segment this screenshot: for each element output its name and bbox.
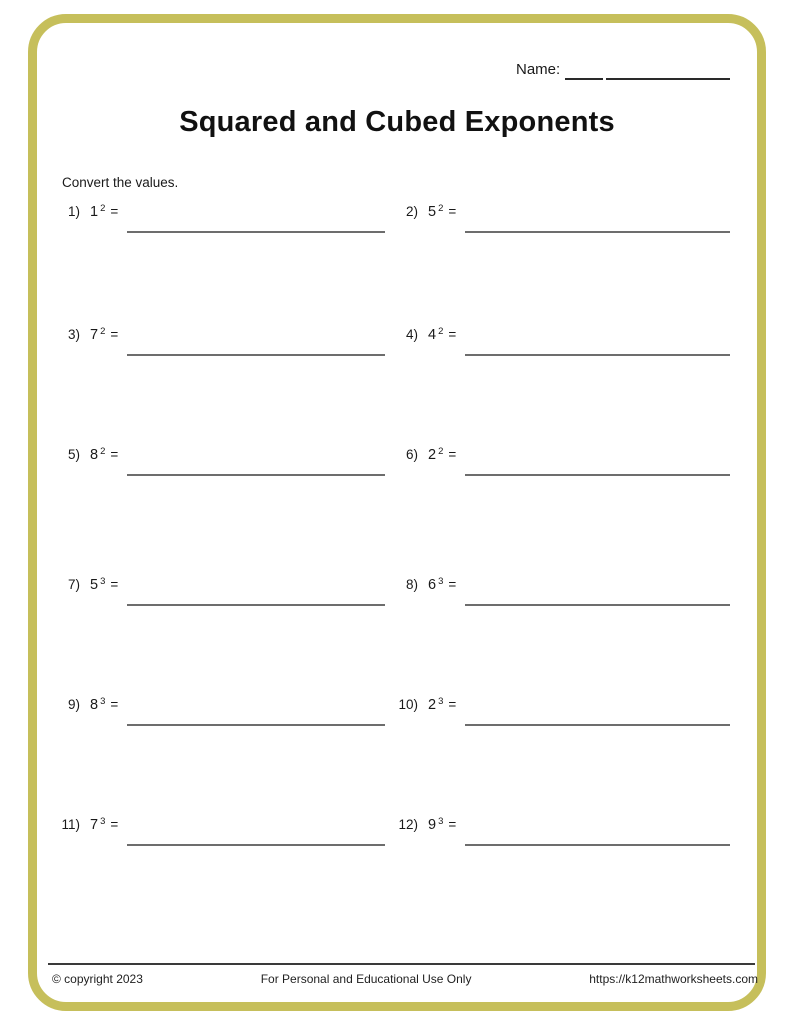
equals-sign: = [110, 447, 119, 462]
usage-text: For Personal and Educational Use Only [260, 972, 472, 986]
answer-blank[interactable] [465, 816, 730, 846]
equals-sign: = [110, 204, 119, 219]
exponent: 2 [100, 203, 106, 214]
problem-item [396, 203, 730, 234]
base-number: 5 [428, 204, 437, 220]
problem-expression [90, 446, 105, 464]
footer-divider [48, 963, 755, 965]
equals-sign: = [448, 817, 457, 832]
problem-expression [428, 446, 443, 464]
page-border [28, 14, 766, 1011]
answer-blank[interactable] [127, 326, 385, 356]
instruction-text: Convert the values. [62, 175, 179, 190]
exponent: 3 [100, 816, 106, 827]
problem-row [0, 203, 800, 234]
answer-blank[interactable] [465, 576, 730, 606]
exponent: 2 [438, 203, 444, 214]
base-number: 8 [90, 447, 99, 463]
base-number: 6 [428, 577, 437, 593]
problem-item [396, 446, 730, 477]
problem-number: 2) [405, 204, 418, 219]
name-input-line-long[interactable] [606, 60, 730, 80]
exponent: 3 [438, 576, 444, 587]
exponent: 2 [438, 326, 444, 337]
problem-item [396, 696, 730, 727]
answer-blank[interactable] [127, 696, 385, 726]
problem-number: 7) [67, 577, 80, 592]
problem-number: 5) [67, 447, 80, 462]
problem-number: 6) [405, 447, 418, 462]
answer-blank[interactable] [465, 696, 730, 726]
problem-item [58, 816, 385, 847]
problem-item [58, 696, 385, 727]
problem-row [0, 696, 800, 727]
problem-expression [90, 203, 105, 221]
name-input-line-short[interactable] [565, 60, 603, 80]
exponent: 3 [100, 696, 106, 707]
problem-expression [90, 816, 105, 834]
base-number: 9 [428, 817, 437, 833]
answer-blank[interactable] [465, 446, 730, 476]
exponent: 2 [100, 446, 106, 457]
exponent: 3 [438, 816, 444, 827]
problem-expression [428, 576, 443, 594]
equals-sign: = [110, 697, 119, 712]
answer-blank[interactable] [465, 326, 730, 356]
problem-row [0, 326, 800, 357]
base-number: 1 [90, 204, 99, 220]
equals-sign: = [448, 447, 457, 462]
problem-number: 1) [67, 204, 80, 219]
equals-sign: = [110, 817, 119, 832]
problem-item [58, 203, 385, 234]
website-url: https://k12mathworksheets.com [589, 972, 758, 986]
equals-sign: = [448, 327, 457, 342]
problem-item [396, 576, 730, 607]
problem-row [0, 576, 800, 607]
equals-sign: = [110, 327, 119, 342]
base-number: 8 [90, 697, 99, 713]
worksheet-title: Squared and Cubed Exponents [179, 106, 615, 138]
base-number: 2 [428, 447, 437, 463]
problem-expression [428, 696, 443, 714]
exponent: 3 [438, 696, 444, 707]
problem-number: 11) [61, 817, 80, 832]
problem-item [58, 326, 385, 357]
base-number: 7 [90, 817, 99, 833]
base-number: 7 [90, 327, 99, 343]
base-number: 2 [428, 697, 437, 713]
answer-blank[interactable] [127, 203, 385, 233]
problem-number: 3) [67, 327, 80, 342]
answer-blank[interactable] [465, 203, 730, 233]
answer-blank[interactable] [127, 576, 385, 606]
base-number: 4 [428, 327, 437, 343]
problem-expression [428, 816, 443, 834]
base-number: 5 [90, 577, 99, 593]
problem-row [0, 816, 800, 847]
problem-item [396, 326, 730, 357]
exponent: 3 [100, 576, 106, 587]
problem-number: 9) [67, 697, 80, 712]
equals-sign: = [448, 204, 457, 219]
problem-item [58, 446, 385, 477]
problem-expression [90, 696, 105, 714]
problem-expression [428, 326, 443, 344]
problem-number: 10) [398, 697, 418, 712]
problem-expression [428, 203, 443, 221]
equals-sign: = [110, 577, 119, 592]
problem-number: 4) [405, 327, 418, 342]
answer-blank[interactable] [127, 446, 385, 476]
equals-sign: = [448, 577, 457, 592]
equals-sign: = [448, 697, 457, 712]
problem-number: 8) [405, 577, 418, 592]
name-label: Name: [516, 61, 561, 78]
problem-item [58, 576, 385, 607]
exponent: 2 [438, 446, 444, 457]
problem-number: 12) [398, 817, 418, 832]
problem-row [0, 446, 800, 477]
problem-expression [90, 576, 105, 594]
name-field [516, 60, 730, 80]
copyright-text: © copyright 2023 [52, 972, 143, 986]
problem-expression [90, 326, 105, 344]
problem-item [396, 816, 730, 847]
answer-blank[interactable] [127, 816, 385, 846]
exponent: 2 [100, 326, 106, 337]
footer [52, 972, 758, 986]
